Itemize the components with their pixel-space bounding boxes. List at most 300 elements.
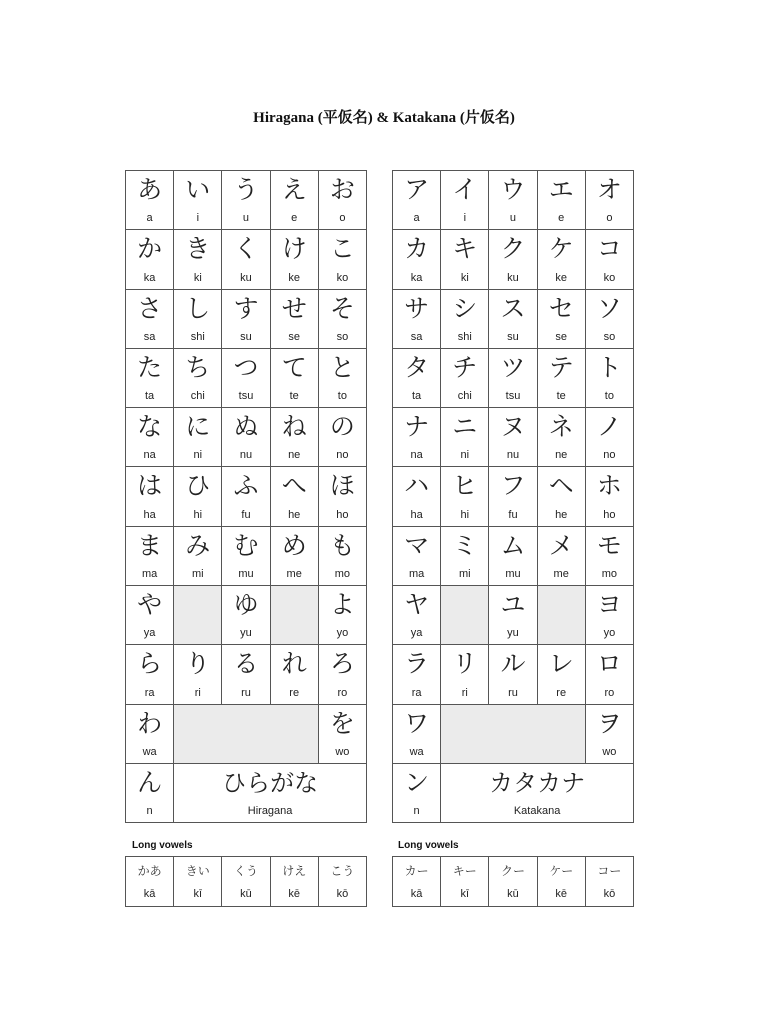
romaji-label: wa xyxy=(142,745,157,758)
kana-char: ろ xyxy=(329,649,355,679)
long-vowels-label-katakana: Long vowels xyxy=(398,840,459,851)
kana-cell xyxy=(441,290,489,349)
kana-char: ナ xyxy=(404,412,430,442)
kana-char: も xyxy=(329,530,355,560)
kana-char: ン xyxy=(404,767,430,797)
katakana-chart xyxy=(392,170,634,823)
romaji-label: i xyxy=(196,212,200,225)
kana-char: キ xyxy=(452,234,478,264)
kana-char: ね xyxy=(281,412,307,442)
kana-char: は xyxy=(137,471,163,501)
romaji-label: nu xyxy=(506,449,520,462)
hiragana-chart xyxy=(125,170,367,823)
long-vowel-kana: ケー xyxy=(549,864,574,878)
romaji-label: ru xyxy=(241,686,251,699)
long-vowel-kana: きい xyxy=(185,864,210,878)
katakana-long-vowels xyxy=(392,856,634,907)
romaji-label: ro xyxy=(337,686,348,699)
long-vowel-romaji: kō xyxy=(603,888,616,900)
kana-cell xyxy=(538,467,586,526)
romaji-label: so xyxy=(603,330,616,343)
kana-char: む xyxy=(233,530,259,560)
romaji-label: e xyxy=(558,212,565,225)
romaji-label: n xyxy=(413,805,420,818)
kana-cell xyxy=(441,349,489,408)
kana-cell xyxy=(174,527,222,586)
kana-cell xyxy=(126,290,174,349)
kana-cell xyxy=(441,408,489,467)
kana-cell xyxy=(222,645,270,704)
long-vowel-kana: かあ xyxy=(137,864,162,878)
long-vowel-cell xyxy=(393,857,441,907)
kana-cell xyxy=(586,408,634,467)
kana-char: う xyxy=(233,175,259,204)
kana-char: リ xyxy=(452,649,478,679)
kana-cell xyxy=(489,467,537,526)
romaji-label: me xyxy=(286,568,302,581)
romaji-label: no xyxy=(336,449,349,462)
kana-char: ら xyxy=(137,649,163,679)
romaji-label: ko xyxy=(336,271,349,284)
kana-char: め xyxy=(281,530,307,560)
romaji-label: na xyxy=(410,449,423,462)
kana-char: き xyxy=(185,234,211,264)
kana-cell xyxy=(271,290,319,349)
romaji-label: a xyxy=(413,212,420,225)
kana-char: ヌ xyxy=(500,412,526,442)
kana-char: ツ xyxy=(500,352,526,382)
long-vowels-label-hiragana: Long vowels xyxy=(132,840,193,851)
kana-char: エ xyxy=(548,175,574,204)
long-vowel-romaji: kī xyxy=(193,888,203,900)
romaji-label: ha xyxy=(410,508,423,521)
kana-char: セ xyxy=(548,293,574,323)
kana-cell xyxy=(538,408,586,467)
kana-cell xyxy=(489,586,537,645)
romaji-label: chi xyxy=(190,390,205,403)
kana-char: く xyxy=(233,234,259,264)
page-title: Hiragana (平仮名) & Katakana (片仮名) xyxy=(253,110,515,126)
romaji-label: ka xyxy=(143,271,156,284)
kana-char: ひらがな xyxy=(222,768,319,797)
romaji-label: ma xyxy=(408,568,425,581)
kana-cell xyxy=(393,645,441,704)
kana-char: ノ xyxy=(596,412,622,442)
long-vowel-kana: こう xyxy=(330,864,355,878)
kana-char: レ xyxy=(548,649,574,679)
kana-char: あ xyxy=(137,175,163,204)
kana-char: ほ xyxy=(329,471,355,501)
kana-char: カ xyxy=(404,234,430,264)
romaji-label: re xyxy=(289,686,300,699)
romaji-label: hi xyxy=(460,508,470,521)
long-vowel-romaji: kē xyxy=(555,888,567,900)
romaji-label: Hiragana xyxy=(247,805,293,818)
kana-char: ム xyxy=(500,530,526,560)
kana-cell xyxy=(319,408,367,467)
kana-char: ケ xyxy=(548,234,574,264)
kana-cell xyxy=(441,230,489,289)
romaji-label: te xyxy=(289,390,299,403)
kana-cell xyxy=(586,527,634,586)
romaji-label: ne xyxy=(288,449,301,462)
kana-cell xyxy=(441,171,489,230)
kana-char: よ xyxy=(329,590,355,620)
kana-cell xyxy=(222,171,270,230)
romaji-label: ke xyxy=(288,271,300,284)
kana-cell xyxy=(441,527,489,586)
kana-char: ヲ xyxy=(596,708,622,738)
romaji-label: yu xyxy=(507,627,519,640)
kana-char: へ xyxy=(281,471,307,501)
kana-cell xyxy=(393,527,441,586)
kana-char: ち xyxy=(185,352,211,382)
kana-cell xyxy=(222,527,270,586)
romaji-label: so xyxy=(336,330,349,343)
kana-char: ホ xyxy=(596,471,622,501)
kana-cell xyxy=(441,467,489,526)
kana-cell xyxy=(126,645,174,704)
long-vowel-cell xyxy=(319,857,367,907)
romaji-label: mu xyxy=(238,568,254,581)
kana-cell xyxy=(538,527,586,586)
romaji-label: na xyxy=(143,449,156,462)
empty-cell xyxy=(174,586,222,645)
kana-cell xyxy=(586,230,634,289)
long-vowel-kana: カー xyxy=(404,864,429,878)
kana-cell xyxy=(174,230,222,289)
romaji-label: chi xyxy=(457,390,472,403)
kana-cell xyxy=(319,290,367,349)
long-vowel-kana: コー xyxy=(597,864,622,878)
kana-char: さ xyxy=(137,293,163,323)
kana-cell xyxy=(586,171,634,230)
romaji-label: ho xyxy=(603,508,616,521)
kana-cell xyxy=(222,290,270,349)
kana-char: ス xyxy=(500,293,526,323)
romaji-label: Katakana xyxy=(513,805,561,818)
kana-cell xyxy=(538,290,586,349)
kana-cell xyxy=(538,230,586,289)
kana-char: フ xyxy=(500,471,526,501)
kana-cell xyxy=(271,171,319,230)
kana-char: ユ xyxy=(500,590,526,620)
kana-char: す xyxy=(233,293,259,323)
kana-cell xyxy=(489,408,537,467)
long-vowel-cell xyxy=(126,857,174,907)
kana-char: か xyxy=(137,234,163,264)
kana-char: ウ xyxy=(500,175,526,204)
kana-cell xyxy=(441,645,489,704)
romaji-label: ni xyxy=(193,449,203,462)
kana-cell xyxy=(174,645,222,704)
kana-char: つ xyxy=(233,352,259,382)
romaji-label: se xyxy=(288,330,300,343)
long-vowel-cell xyxy=(222,857,270,907)
long-vowel-kana: けえ xyxy=(282,864,307,878)
kana-cell xyxy=(489,230,537,289)
kana-cell xyxy=(174,349,222,408)
long-vowel-cell xyxy=(489,857,537,907)
kana-char: ヤ xyxy=(404,590,430,620)
kana-char: チ xyxy=(452,352,478,382)
romaji-label: ya xyxy=(410,627,423,640)
romaji-label: sa xyxy=(410,330,423,343)
kana-char: モ xyxy=(596,530,622,560)
kana-char: サ xyxy=(404,293,430,323)
kana-cell xyxy=(441,764,634,823)
kana-char: ク xyxy=(500,234,526,264)
romaji-label: ku xyxy=(507,271,519,284)
kana-cell xyxy=(393,467,441,526)
kana-char: ぬ xyxy=(233,412,259,442)
kana-cell xyxy=(126,764,174,823)
kana-char: ゆ xyxy=(233,590,259,620)
kana-cell xyxy=(271,408,319,467)
romaji-label: ho xyxy=(336,508,349,521)
kana-cell xyxy=(489,171,537,230)
romaji-label: mi xyxy=(191,568,204,581)
romaji-label: mi xyxy=(458,568,471,581)
kana-cell xyxy=(319,586,367,645)
long-vowel-romaji: kī xyxy=(460,888,470,900)
kana-cell xyxy=(174,764,367,823)
romaji-label: su xyxy=(240,330,252,343)
romaji-label: wa xyxy=(409,745,424,758)
kana-cell xyxy=(319,645,367,704)
kana-cell xyxy=(222,230,270,289)
romaji-label: wo xyxy=(602,745,617,758)
kana-cell xyxy=(222,467,270,526)
kana-char: ロ xyxy=(596,649,622,679)
kana-char: て xyxy=(281,352,307,382)
kana-cell xyxy=(319,467,367,526)
kana-char: せ xyxy=(281,293,307,323)
kana-cell xyxy=(319,527,367,586)
kana-cell xyxy=(222,349,270,408)
kana-char: テ xyxy=(548,352,574,382)
hiragana-long-vowels xyxy=(125,856,367,907)
long-vowel-cell xyxy=(586,857,634,907)
kana-cell xyxy=(174,467,222,526)
romaji-label: ta xyxy=(412,390,422,403)
romaji-label: o xyxy=(606,212,613,225)
kana-char: ソ xyxy=(596,293,622,323)
kana-cell xyxy=(222,586,270,645)
kana-cell xyxy=(393,290,441,349)
romaji-label: se xyxy=(555,330,567,343)
kana-char: ヒ xyxy=(452,471,478,501)
romaji-label: nu xyxy=(239,449,253,462)
kana-cell xyxy=(538,349,586,408)
romaji-label: mu xyxy=(505,568,521,581)
kana-char: る xyxy=(233,649,259,679)
kana-cell xyxy=(222,408,270,467)
romaji-label: fu xyxy=(508,508,518,521)
kana-cell xyxy=(319,230,367,289)
romaji-label: to xyxy=(337,390,347,403)
kana-cell xyxy=(126,408,174,467)
kana-char: ト xyxy=(596,352,622,382)
kana-cell xyxy=(126,527,174,586)
romaji-label: a xyxy=(146,212,153,225)
kana-char: ラ xyxy=(404,649,430,679)
kana-cell xyxy=(271,230,319,289)
romaji-label: hi xyxy=(193,508,203,521)
romaji-label: te xyxy=(556,390,566,403)
kana-char: ん xyxy=(137,767,163,797)
romaji-label: tsu xyxy=(505,390,521,403)
kana-cell xyxy=(126,349,174,408)
empty-cell xyxy=(271,586,319,645)
long-vowel-romaji: kā xyxy=(410,888,423,900)
kana-char: に xyxy=(185,412,211,442)
romaji-label: ra xyxy=(144,686,155,699)
kana-char: し xyxy=(185,293,211,323)
empty-cell xyxy=(174,705,319,764)
kana-cell xyxy=(174,290,222,349)
kana-cell xyxy=(174,171,222,230)
romaji-label: shi xyxy=(457,330,472,343)
romaji-label: ri xyxy=(194,686,201,699)
kana-cell xyxy=(538,171,586,230)
kana-char: ふ xyxy=(233,471,259,501)
kana-char: ミ xyxy=(452,530,478,560)
long-vowel-romaji: kū xyxy=(507,888,519,900)
kana-char: コ xyxy=(596,234,622,264)
kana-cell xyxy=(126,230,174,289)
romaji-label: to xyxy=(604,390,614,403)
romaji-label: tsu xyxy=(238,390,254,403)
kana-char: ヨ xyxy=(596,590,622,620)
kana-cell xyxy=(586,290,634,349)
kana-char: シ xyxy=(452,293,478,323)
kana-char: こ xyxy=(329,234,355,264)
kana-char: そ xyxy=(329,293,355,323)
empty-cell xyxy=(441,705,586,764)
romaji-label: i xyxy=(463,212,467,225)
kana-cell xyxy=(489,349,537,408)
kana-cell xyxy=(174,408,222,467)
kana-cell xyxy=(319,349,367,408)
romaji-label: ru xyxy=(508,686,518,699)
kana-char: ヘ xyxy=(548,471,574,501)
kana-char: な xyxy=(137,412,163,442)
kana-cell xyxy=(271,467,319,526)
kana-char: わ xyxy=(137,708,163,738)
romaji-label: ma xyxy=(141,568,158,581)
kana-char: ま xyxy=(137,530,163,560)
kana-cell xyxy=(586,349,634,408)
romaji-label: fu xyxy=(241,508,251,521)
long-vowel-romaji: kē xyxy=(288,888,300,900)
romaji-label: sa xyxy=(143,330,156,343)
long-vowel-kana: キー xyxy=(452,864,477,878)
romaji-label: ri xyxy=(461,686,468,699)
kana-cell xyxy=(271,527,319,586)
kana-char: の xyxy=(329,412,355,442)
romaji-label: mo xyxy=(334,568,351,581)
kana-cell xyxy=(586,467,634,526)
kana-cell xyxy=(489,527,537,586)
kana-char: メ xyxy=(548,530,574,560)
romaji-label: ke xyxy=(555,271,567,284)
romaji-label: he xyxy=(555,508,568,521)
kana-char: み xyxy=(185,530,211,560)
kana-char: と xyxy=(329,352,355,382)
kana-cell xyxy=(586,705,634,764)
kana-cell xyxy=(393,230,441,289)
kana-char: ア xyxy=(404,175,430,204)
kana-cell xyxy=(393,705,441,764)
romaji-label: re xyxy=(556,686,567,699)
long-vowel-kana: クー xyxy=(500,864,525,878)
kana-char: れ xyxy=(281,649,307,679)
kana-cell xyxy=(393,408,441,467)
kana-cell xyxy=(126,467,174,526)
romaji-label: mo xyxy=(601,568,618,581)
kana-cell xyxy=(489,645,537,704)
long-vowel-cell xyxy=(271,857,319,907)
romaji-label: yu xyxy=(240,627,252,640)
kana-char: お xyxy=(329,175,355,204)
kana-char: た xyxy=(137,352,163,382)
kana-char: ひ xyxy=(185,471,211,501)
romaji-label: me xyxy=(553,568,569,581)
kana-char: け xyxy=(281,234,307,264)
kana-char: オ xyxy=(596,175,622,204)
kana-cell xyxy=(319,171,367,230)
kana-char: カタカナ xyxy=(489,768,586,797)
romaji-label: ya xyxy=(143,627,156,640)
romaji-label: ki xyxy=(460,271,469,284)
romaji-label: ni xyxy=(460,449,470,462)
kana-char: タ xyxy=(404,352,430,382)
kana-cell xyxy=(393,171,441,230)
long-vowel-romaji: kū xyxy=(240,888,252,900)
romaji-label: ha xyxy=(143,508,156,521)
long-vowel-romaji: kā xyxy=(143,888,156,900)
long-vowel-cell xyxy=(174,857,222,907)
kana-cell xyxy=(319,705,367,764)
romaji-label: e xyxy=(291,212,298,225)
kana-cell xyxy=(489,290,537,349)
kana-char: り xyxy=(185,649,211,679)
kana-cell xyxy=(126,705,174,764)
kana-char: ル xyxy=(500,649,526,679)
kana-char: い xyxy=(185,175,211,204)
kana-cell xyxy=(538,645,586,704)
romaji-label: yo xyxy=(336,627,349,640)
romaji-label: shi xyxy=(190,330,205,343)
kana-cell xyxy=(126,171,174,230)
kana-cell xyxy=(126,586,174,645)
romaji-label: su xyxy=(507,330,519,343)
kana-char: ハ xyxy=(404,471,430,501)
long-vowel-kana: くう xyxy=(233,864,258,878)
romaji-label: ki xyxy=(193,271,202,284)
romaji-label: no xyxy=(603,449,616,462)
romaji-label: n xyxy=(146,805,153,818)
empty-cell xyxy=(538,586,586,645)
kana-char: マ xyxy=(404,530,430,560)
kana-char: を xyxy=(329,708,355,738)
kana-cell xyxy=(586,645,634,704)
empty-cell xyxy=(441,586,489,645)
kana-cell xyxy=(271,645,319,704)
romaji-label: wo xyxy=(335,745,350,758)
romaji-label: ko xyxy=(603,271,616,284)
